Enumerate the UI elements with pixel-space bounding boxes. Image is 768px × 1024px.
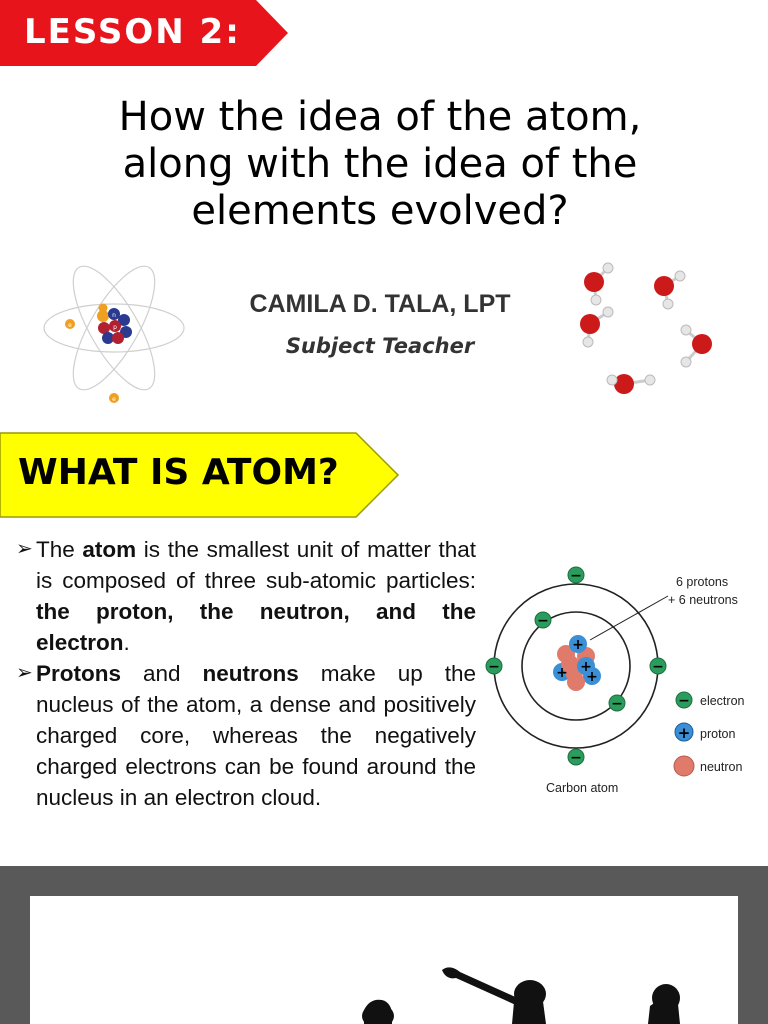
- teacher-role: Subject Teacher: [285, 334, 475, 358]
- text-segment: The: [36, 537, 83, 562]
- carbon-atom-diagram: [478, 560, 763, 805]
- molecule: [607, 374, 655, 394]
- legend-proton-sign: +: [677, 724, 691, 742]
- electron-sign: −: [488, 659, 500, 675]
- electron-sign: −: [537, 613, 549, 629]
- legend-electron: electron: [700, 694, 745, 708]
- lesson-label: LESSON 2:: [24, 12, 241, 52]
- electron-label: e: [68, 322, 72, 329]
- proton-sign: +: [586, 669, 598, 685]
- proton-sign: +: [580, 659, 592, 675]
- carbon-nucleus: [553, 635, 601, 691]
- legend-proton: proton: [700, 727, 736, 741]
- section-banner: [0, 432, 400, 518]
- bold-term-atom: atom: [82, 537, 137, 562]
- electron-sign: −: [570, 568, 582, 584]
- electron-dot: [99, 304, 108, 313]
- text-segment: .: [123, 630, 130, 655]
- proton-sign: +: [572, 637, 584, 653]
- legend-neutron: neutron: [700, 760, 743, 774]
- text-segment: make up the nucleus of the atom, a dense and positively charged core, whereas the negatively charged electrons can be found around the nucleus in an electron cloud.: [36, 661, 476, 810]
- molecule: [580, 307, 613, 347]
- molecule: [681, 325, 712, 367]
- title-line-2: along with the idea of the: [122, 141, 638, 187]
- electron-sign: −: [570, 750, 582, 766]
- diagram-caption: Carbon atom: [546, 781, 619, 795]
- water-molecule-icon: [560, 250, 740, 410]
- teacher-name: CAMILA D. TALA, LPT: [249, 290, 511, 318]
- electron-label: e: [112, 396, 116, 403]
- bold-term-neutrons: neutrons: [202, 661, 299, 686]
- bold-term-particles: the proton, the neutron, and the electron: [36, 599, 476, 655]
- annotation-protons: 6 protons: [676, 575, 729, 589]
- bold-term-protons: Protons: [36, 661, 122, 686]
- arrow-bullet-icon: ➢: [16, 662, 33, 684]
- human-evolution-illustration: [350, 960, 690, 1024]
- molecule: [584, 263, 613, 305]
- electron-sign: −: [652, 659, 664, 675]
- neutron-label: n: [112, 312, 116, 319]
- section-title: WHAT IS ATOM?: [18, 452, 339, 493]
- paragraph-atom-definition: [16, 534, 476, 658]
- atom-description: [16, 534, 476, 813]
- lesson-banner: [0, 0, 288, 66]
- molecule: [654, 271, 685, 309]
- paragraph-nucleus: [16, 658, 476, 813]
- proton-label: p: [113, 324, 117, 331]
- legend: [674, 692, 745, 776]
- text-segment: and: [121, 661, 203, 686]
- title-line-3: elements evolved?: [191, 188, 569, 234]
- page-title: [40, 94, 720, 235]
- text-segment: is the smallest unit of matter that is composed of three sub-atomic particles:: [36, 537, 476, 593]
- title-line-1: How the idea of the atom,: [118, 94, 642, 140]
- atom-icon: [18, 250, 198, 410]
- legend-electron-sign: −: [678, 693, 690, 709]
- arrow-bullet-icon: ➢: [16, 538, 33, 560]
- annotation-neutrons: + 6 neutrons: [668, 593, 738, 607]
- electron-sign: −: [611, 696, 623, 712]
- proton-sign: +: [556, 665, 568, 681]
